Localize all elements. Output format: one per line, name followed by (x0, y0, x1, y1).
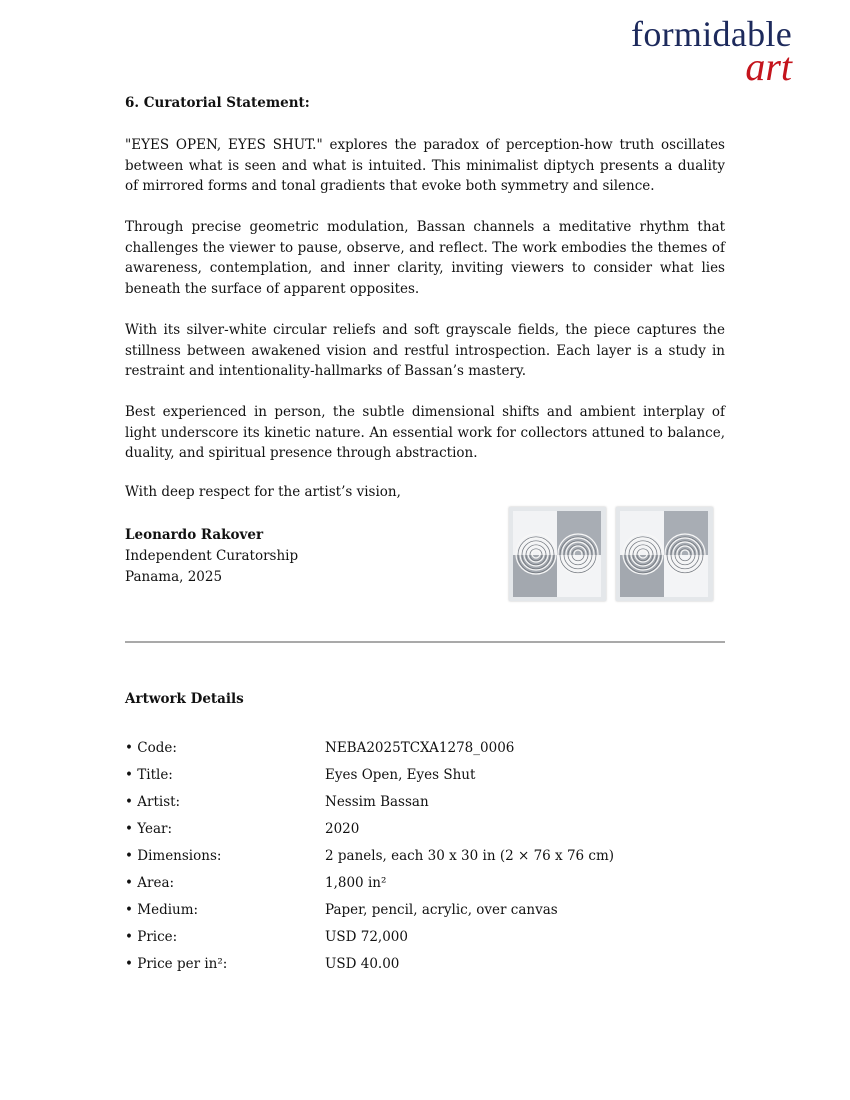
details-value: 2 panels, each 30 x 30 in (2 × 76 x 76 cm) (325, 848, 615, 864)
details-row-title (125, 765, 725, 792)
details-row-dimensions (125, 846, 725, 873)
statement-paragraph-2: Through precise geometric modulation, Bassan channels a meditative rhythm that challenges the viewer to pause, observe, and reflect. The work embodies the themes of awareness, contemplation, and inner clarity, inviting viewers to consider what lies beneath the surface of apparent opposites. (125, 219, 725, 297)
details-row-code (125, 738, 725, 765)
details-value: Paper, pencil, acrylic, over canvas (325, 902, 558, 918)
details-row-price (125, 927, 725, 954)
signer-location: Panama, 2025 (125, 569, 223, 585)
details-row-price-per-area (125, 954, 725, 981)
details-value: USD 72,000 (325, 929, 408, 945)
details-value: Eyes Open, Eyes Shut (325, 767, 476, 783)
details-value: 2020 (325, 821, 360, 837)
details-value: 1,800 in² (325, 875, 387, 891)
logo-wordmark-art: art (745, 44, 792, 89)
artwork-panel-left (509, 507, 606, 601)
signer-role: Independent Curatorship (125, 548, 299, 564)
details-label: • Year: (125, 821, 173, 837)
details-value: NEBA2025TCXA1278_0006 (325, 740, 515, 756)
details-label: • Title: (125, 767, 173, 783)
details-label: • Dimensions: (125, 848, 222, 864)
details-label: • Artist: (125, 794, 181, 810)
closing-line: With deep respect for the artist’s vision, (125, 484, 401, 500)
section-divider (125, 641, 725, 643)
details-value: USD 40.00 (325, 956, 400, 972)
details-label: • Price: (125, 929, 178, 945)
details-label: • Medium: (125, 902, 199, 918)
artwork-details-list (125, 738, 725, 981)
section-heading: 6. Curatorial Statement: (125, 95, 310, 111)
statement-paragraph-3: With its silver-white circular reliefs and soft grayscale fields, the piece captures the stillness between awakened vision and restful introspection. Each layer is a study in restraint and intentionality-hallmarks of Bassan’s mastery. (125, 322, 725, 379)
details-row-year (125, 819, 725, 846)
formidable-art-logo (631, 14, 792, 89)
statement-paragraph-1: "EYES OPEN, EYES SHUT." explores the paradox of perception-how truth oscillates between what is seen and what is intuited. This minimalist diptych presents a duality of mirrored forms and tonal gradients that evoke both symmetry and silence. (125, 137, 725, 194)
details-label: • Area: (125, 875, 175, 891)
details-row-area (125, 873, 725, 900)
signer-name: Leonardo Rakover (125, 527, 264, 543)
artwork-thumbnail (509, 507, 714, 601)
details-row-medium (125, 900, 725, 927)
logo-wordmark-formidable: formidable (631, 14, 792, 54)
artwork-details-title: Artwork Details (125, 691, 244, 707)
details-value: Nessim Bassan (325, 794, 429, 810)
artwork-panel-right (616, 507, 713, 601)
details-label: • Price per in²: (125, 956, 228, 972)
statement-paragraph-4: Best experienced in person, the subtle dimensional shifts and ambient interplay of light underscore its kinetic nature. An essential work for collectors attuned to balance, duality, and spiritual presence through abstraction. (125, 404, 725, 461)
details-label: • Code: (125, 740, 177, 756)
details-row-artist (125, 792, 725, 819)
